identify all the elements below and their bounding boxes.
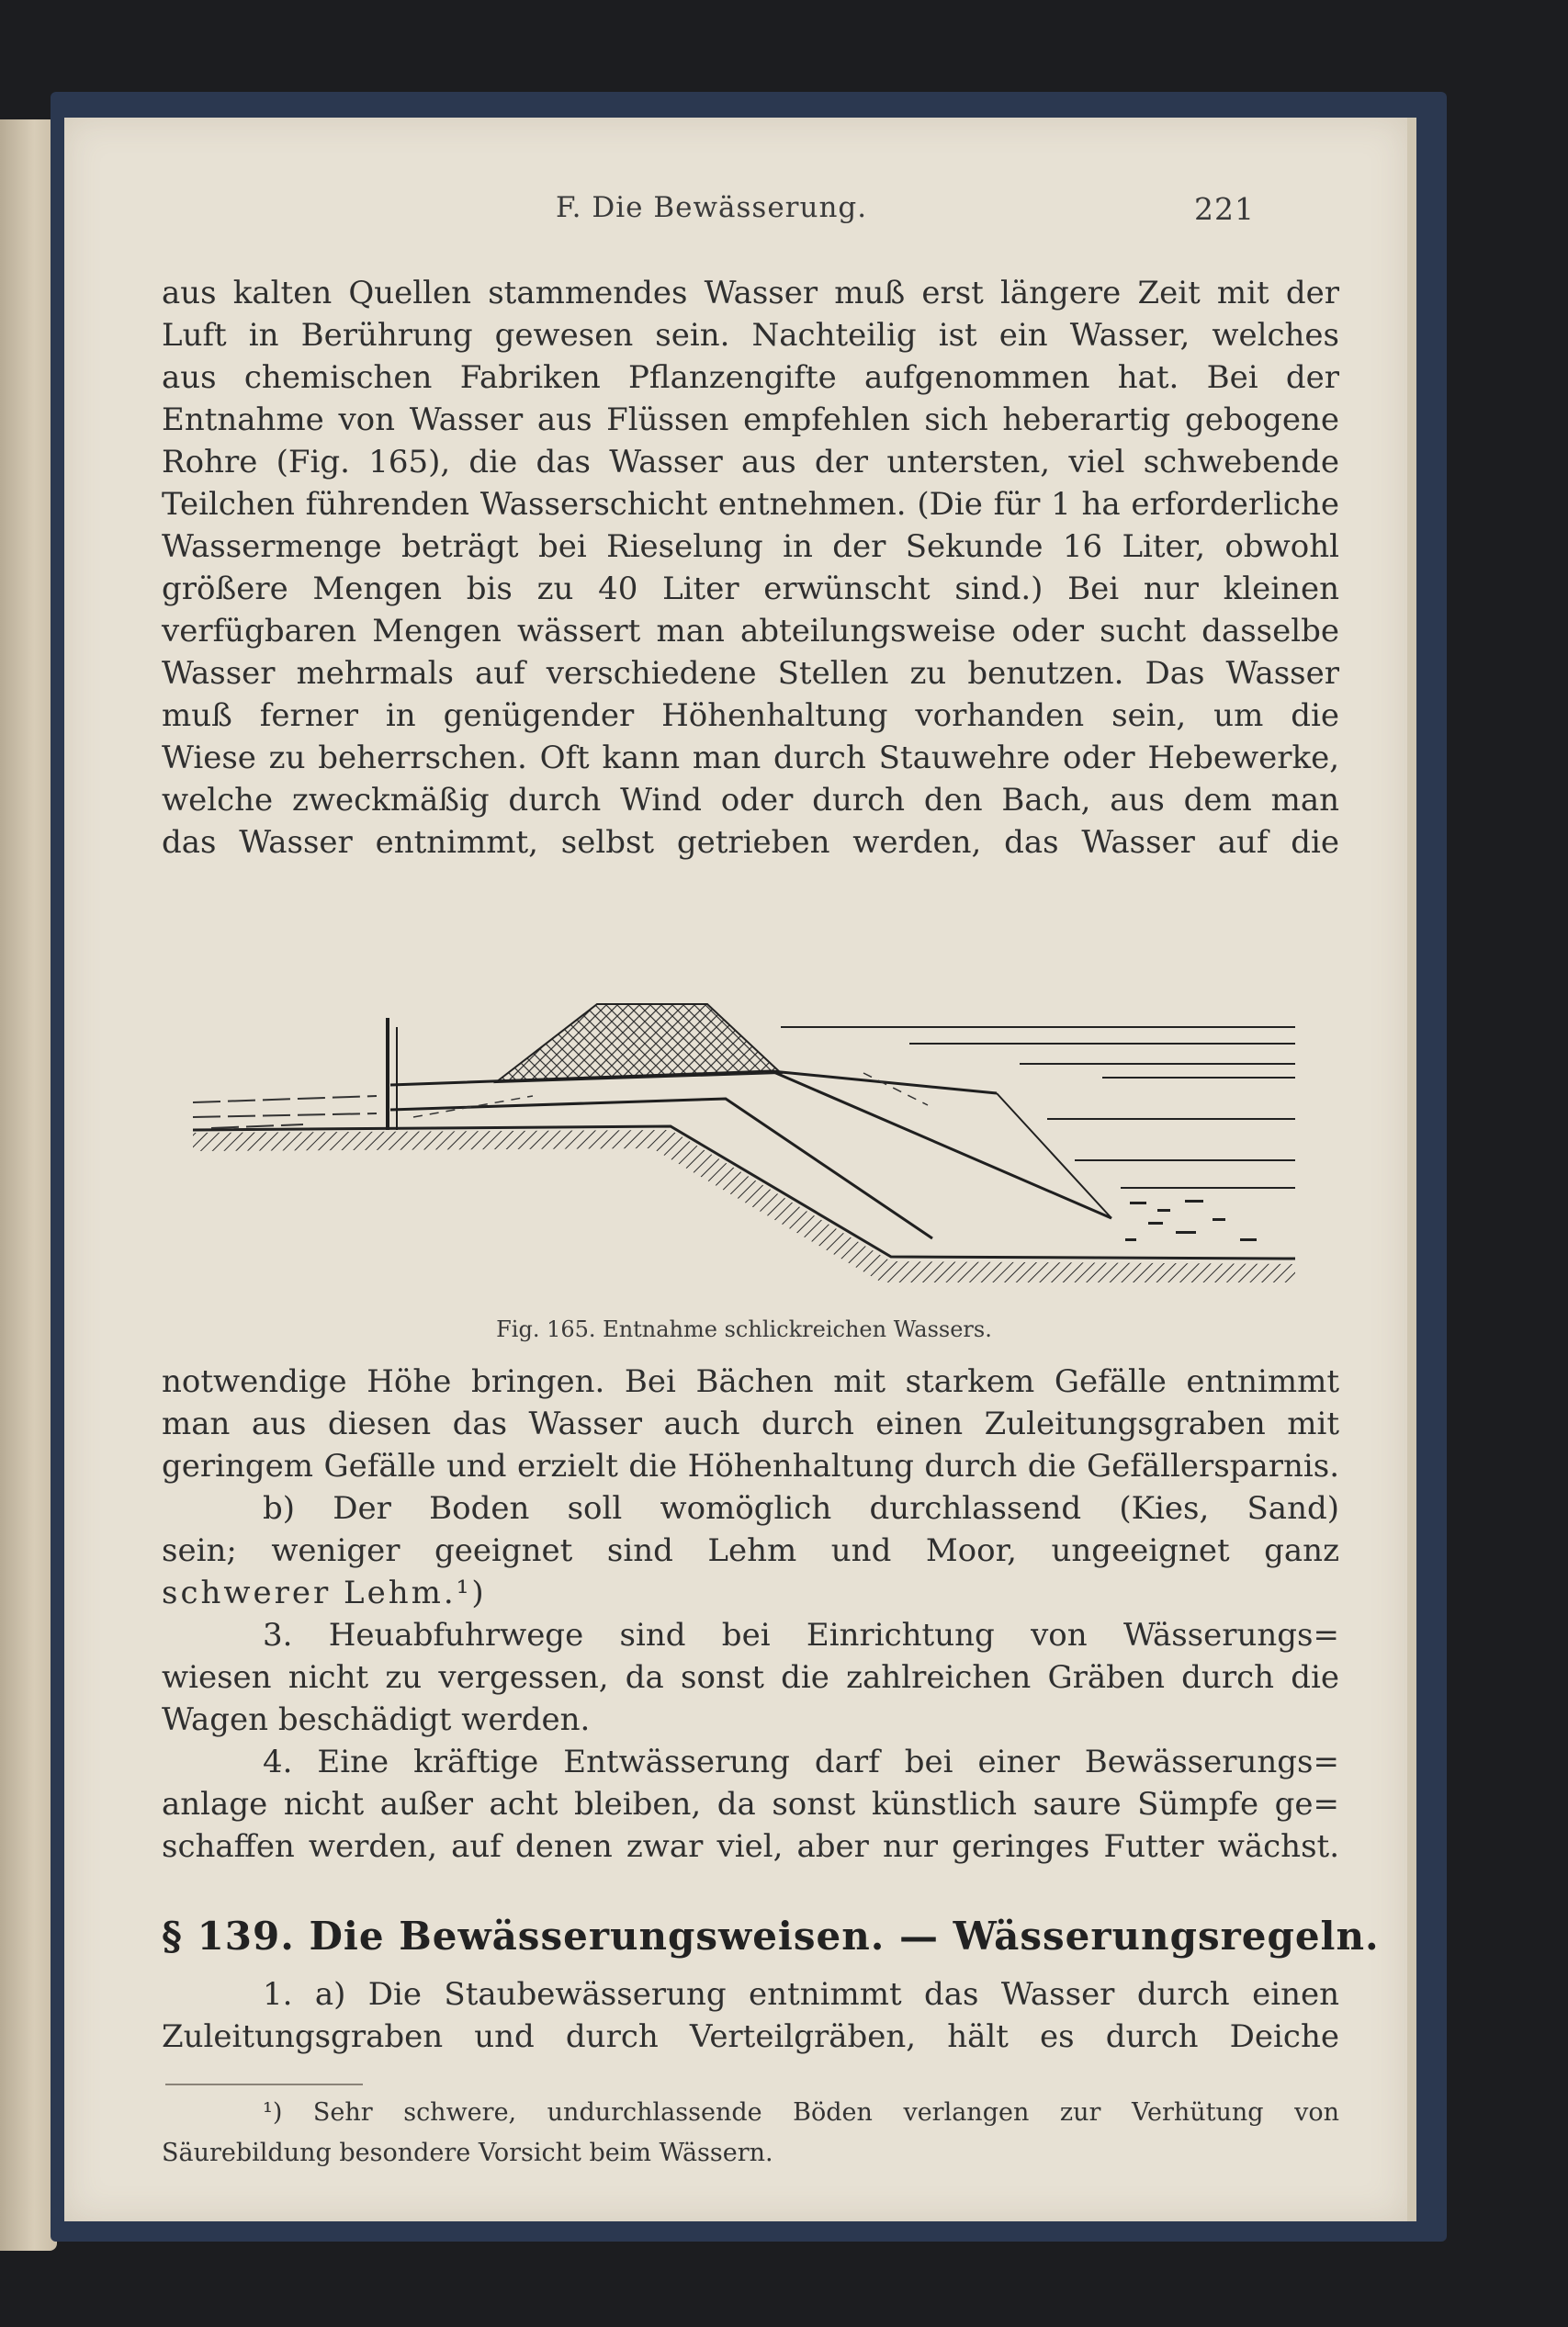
- text-line: schaffen werden, auf denen zwar viel, aber nur geringes Futter wächst.: [162, 1828, 1339, 1865]
- text-line: geringem Gefälle und erzielt die Höhenhaltung durch die Gefällersparnis.: [162, 1448, 1339, 1485]
- book-page: [64, 118, 1407, 2221]
- text-line: anlage nicht außer acht bleiben, da sonst künstlich saure Sümpfe ge=: [162, 1786, 1339, 1823]
- text-line: b) Der Boden soll womöglich durchlassend (Kies, Sand): [263, 1490, 1339, 1527]
- text-line: 1. a) Die Staubewässerung entnimmt das Wasser durch einen: [263, 1976, 1339, 2013]
- text-line: welche zweckmäßig durch Wind oder durch den Bach, aus dem man: [162, 782, 1339, 819]
- text-line: muß ferner in genügender Höhenhaltung vorhanden sein, um die: [162, 697, 1339, 734]
- paragraph-2: [162, 1361, 1339, 1868]
- footnote-rule: [165, 2084, 363, 2085]
- paragraph-3: [162, 1973, 1339, 2058]
- text-line: verfügbaren Mengen wässert man abteilungsweise oder sucht dasselbe: [162, 613, 1339, 650]
- siphon-intake-illustration: [193, 889, 1295, 1303]
- meadow-lines: [193, 1096, 377, 1128]
- dike: [496, 1004, 781, 1082]
- running-head-title: F. Die Bewässerung.: [556, 191, 868, 224]
- text-line: Zuleitungsgraben und durch Verteilgräben, hält es durch Deiche: [162, 2018, 1339, 2055]
- text-line: man aus diesen das Wasser auch durch einen Zuleitungsgraben mit: [162, 1406, 1339, 1442]
- pipe-descent: [772, 1071, 1111, 1218]
- text-line: sein; weniger geeignet sind Lehm und Moor, ungeeignet ganz: [162, 1532, 1339, 1569]
- pipe-upper: [390, 1071, 997, 1093]
- text-line: Rohre (Fig. 165), die das Wasser aus der untersten, viel schwebende: [162, 444, 1339, 480]
- paragraph-1: [162, 272, 1339, 864]
- text-line: Wassermenge beträgt bei Rieselung in der Sekunde 16 Liter, obwohl: [162, 528, 1339, 565]
- text-line: Wagen beschädigt werden.: [162, 1701, 591, 1738]
- text-line: größere Mengen bis zu 40 Liter erwünscht sind.) Bei nur kleinen: [162, 570, 1339, 607]
- text-line: Wasser mehrmals auf verschiedene Stellen zu benutzen. Das Wasser: [162, 655, 1339, 692]
- text-line: Wiese zu beherrschen. Oft kann man durch Stauwehre oder Hebewerke,: [162, 740, 1339, 776]
- text-line: 4. Eine kräftige Entwässerung darf bei einer Bewässerungs=: [263, 1744, 1339, 1780]
- text-line: aus kalten Quellen stammendes Wasser muß erst längere Zeit mit der: [162, 275, 1339, 311]
- text-line: Teilchen führenden Wasserschicht entnehmen. (Die für 1 ha erforderliche: [162, 486, 1339, 523]
- text-line: 3. Heuabfuhrwege sind bei Einrichtung von Wässerungs=: [263, 1617, 1339, 1654]
- figure-165: [193, 889, 1295, 1342]
- ground-hatch: [193, 1130, 1295, 1282]
- text-line: notwendige Höhe bringen. Bei Bächen mit starkem Gefälle entnimmt: [162, 1363, 1339, 1400]
- page-number: 221: [1194, 191, 1255, 227]
- text-line: schwerer Lehm.¹): [162, 1575, 487, 1611]
- text-line: wiesen nicht zu vergessen, da sonst die zahlreichen Gräben durch die: [162, 1659, 1339, 1696]
- figure-caption: Fig. 165. Entnahme schlickreichen Wassers.: [496, 1316, 992, 1342]
- section-heading: § 139. Die Bewässerungsweisen. — Wässerungsregeln.: [162, 1914, 1380, 1959]
- pipe-mouth: [997, 1093, 1111, 1218]
- left-page-edge: [0, 119, 57, 2251]
- text-line: Entnahme von Wasser aus Flüssen empfehlen sich heberartig gebogene: [162, 401, 1339, 438]
- footnote-line: Säurebildung besondere Vorsicht beim Wässern.: [162, 2139, 773, 2167]
- text-line: das Wasser entnimmt, selbst getrieben werden, das Wasser auf die: [162, 824, 1339, 861]
- footnote: [162, 2093, 1339, 2174]
- pipe-lower: [390, 1099, 932, 1238]
- sediment: [1125, 1200, 1257, 1241]
- text-line: Luft in Berührung gewesen sein. Nachteilig ist ein Wasser, welches: [162, 317, 1339, 354]
- text-line: aus chemischen Fabriken Pflanzengifte aufgenommen hat. Bei der: [162, 359, 1339, 396]
- footnote-line: ¹) Sehr schwere, undurchlassende Böden verlangen zur Verhütung von: [263, 2098, 1339, 2127]
